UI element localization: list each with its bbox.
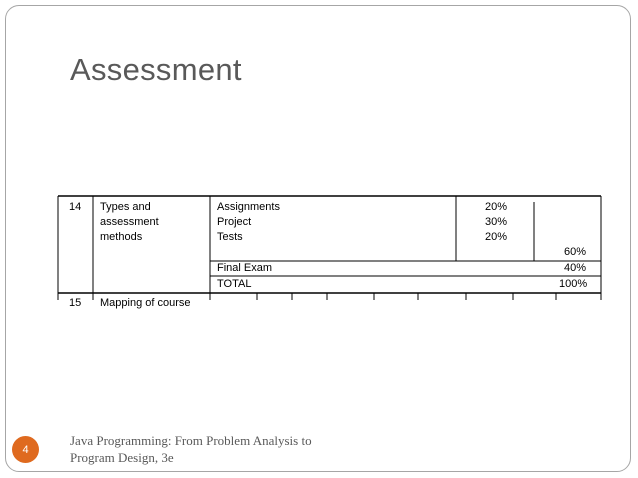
total-label: TOTAL — [217, 278, 252, 290]
next-row-number: 15 — [69, 297, 82, 309]
item-name-assignments: Assignments — [217, 201, 280, 213]
item-weight-assignments: 20% — [485, 201, 508, 213]
final-exam-label: Final Exam — [217, 262, 273, 274]
item-name-tests: Tests — [217, 231, 243, 243]
next-row-label: Mapping of course — [100, 297, 191, 309]
item-weight-project: 30% — [485, 216, 508, 228]
item-weight-tests: 20% — [485, 231, 508, 243]
footer-line-1: Java Programming: From Problem Analysis to — [70, 433, 312, 448]
row-label-line-2: assessment — [100, 216, 159, 228]
total-weight: 100% — [559, 278, 588, 290]
footer-text — [70, 432, 330, 466]
footer-line-2: Program Design, 3e — [70, 450, 174, 465]
subtotal-weight: 60% — [564, 246, 587, 258]
slide-title: Assessment — [70, 52, 242, 87]
page-number-badge — [12, 436, 39, 463]
final-exam-weight: 40% — [564, 262, 587, 274]
row-number: 14 — [69, 201, 82, 213]
assessment-table-image — [56, 194, 604, 309]
item-name-project: Project — [217, 216, 252, 228]
row-label-line-3: methods — [100, 231, 143, 243]
page-number: 4 — [22, 443, 29, 456]
row-label-line-1: Types and — [100, 201, 151, 213]
assessment-table — [56, 194, 604, 309]
